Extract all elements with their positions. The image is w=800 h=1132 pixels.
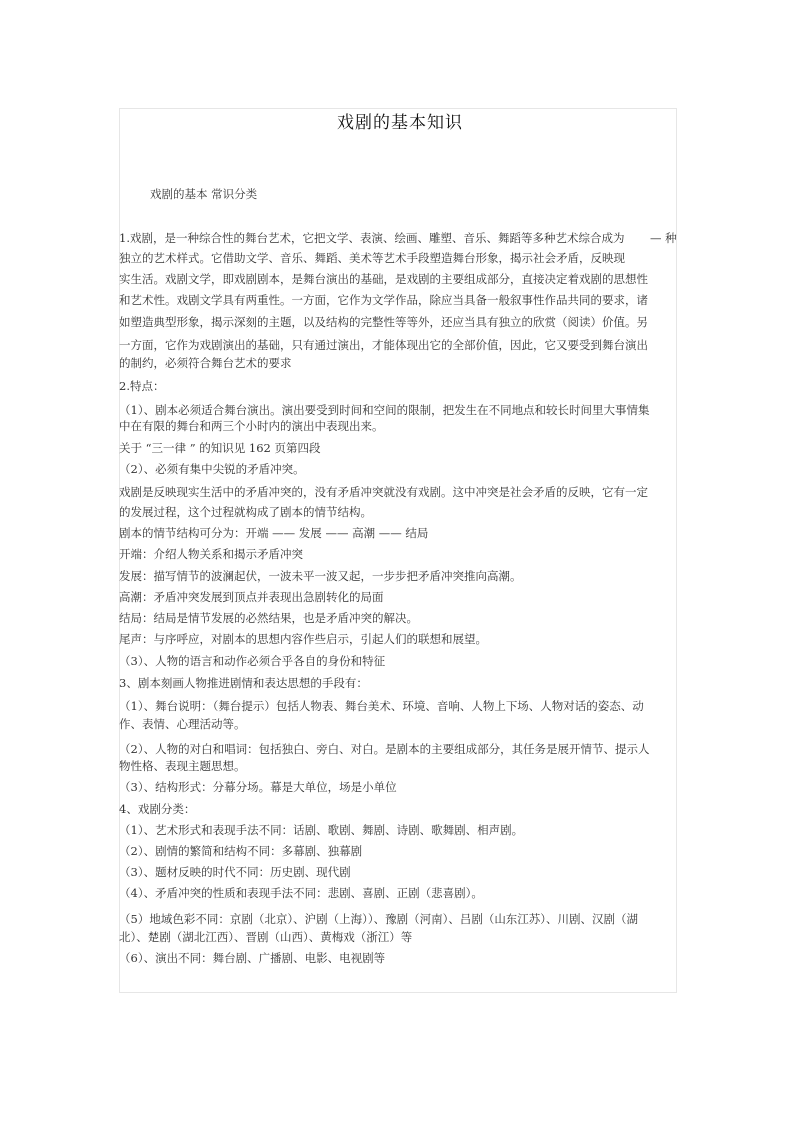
- section-heading: 4、戏剧分类：: [119, 802, 196, 816]
- paragraph-line: 一方面，它作为戏剧演出的基础，只有通过演出，才能体现出它的全部价值，因此，它又要受到舞台演出: [119, 338, 648, 352]
- paragraph-line: 高潮：矛盾冲突发展到顶点并表现出急剧转化的局面: [119, 590, 384, 604]
- paragraph-line: 和艺术性。戏剧文学具有两重性。一方面，它作为文学作品，除应当具备一般叙事性作品共同的要求，诸: [119, 293, 648, 307]
- paragraph-line: 戏剧是反映现实生活中的矛盾冲突的，没有矛盾冲突就没有戏剧。这中冲突是社会矛盾的反映，它有一定: [119, 485, 648, 499]
- paragraph-line: （2）、人物的对白和唱词：包括独白、旁白、对白。是剧本的主要组成部分，其任务是展开情节、提示人: [119, 742, 650, 756]
- paragraph-line: （2）、必须有集中尖锐的矛盾冲突。: [119, 462, 305, 476]
- paragraph-line: （5）地域色彩不同：京剧（北京）、沪剧（上海））、豫剧（河南）、吕剧（山东江苏）、川剧、汉剧（湖: [119, 912, 639, 926]
- paragraph-line: 的发展过程，这个过程就构成了剧本的情节结构。: [119, 505, 372, 519]
- paragraph-line: （3）、结构形式：分幕分场。幕是大单位，场是小单位: [119, 780, 397, 794]
- paragraph-line: （1）、舞台说明：（舞台提示）包括人物表、舞台美术、环境、音响、人物上下场、人物对话的姿态、动: [119, 699, 644, 713]
- paragraph-line: 关于 “三一律 ” 的知识见 162 页第四段: [119, 441, 321, 455]
- paragraph-line: 北）、楚剧（湖北江西）、晋剧（山西）、黄梅戏（浙江）等: [119, 930, 413, 944]
- subtitle: 戏剧的基本 常识分类: [150, 187, 258, 201]
- section-heading: 3、剧本刻画人物推进剧情和表达思想的手段有：: [119, 676, 368, 690]
- paragraph-line: 尾声：与序呼应，对剧本的思想内容作些启示，引起人们的联想和展望。: [119, 632, 487, 646]
- paragraph-line: （1）、艺术形式和表现手法不同：话剧、歌剧、舞剧、诗剧、歌舞剧、相声剧。: [119, 823, 524, 837]
- paragraph-line: 发展：描写情节的波澜起伏，一波未平一波又起，一步步把矛盾冲突推向高潮。: [119, 569, 522, 583]
- paragraph-line: （3）、题材反映的时代不同：历史剧、现代剧: [119, 865, 351, 879]
- paragraph-line: 剧本的情节结构可分为：开端 —— 发展 —— 高潮 —— 结局: [119, 526, 429, 540]
- paragraph-line: 开端：介绍人物关系和揭示矛盾冲突: [119, 547, 303, 561]
- paragraph-line: （2）、剧情的繁简和结构不同：多幕剧、独幕剧: [119, 844, 363, 858]
- section-heading: 2.特点：: [119, 379, 165, 393]
- paragraph-line: （3）、人物的语言和动作必须合乎各自的身份和特征: [119, 654, 386, 668]
- paragraph-line: 结局：结局是情节发展的必然结果，也是矛盾冲突的解决。: [119, 611, 418, 625]
- paragraph-line: — 种: [650, 231, 677, 245]
- page-title: 戏剧的基本知识: [337, 113, 463, 133]
- paragraph-line: 独立的艺术样式。它借助文学、音乐、舞蹈、美术等艺术手段塑造舞台形象，揭示社会矛盾，反映现: [119, 251, 625, 265]
- paragraph-line: （4）、矛盾冲突的性质和表现手法不同：悲剧、喜剧、正剧（悲喜剧）。: [119, 886, 483, 900]
- paragraph-line: 中在有限的舞台和两三个小时内的演出中表现出来。: [119, 419, 384, 433]
- paragraph-line: 1.戏剧，是一种综合性的舞台艺术，它把文学、表演、绘画、雕塑、音乐、舞蹈等多种艺术综合成为: [119, 231, 625, 245]
- paragraph-line: （6）、演出不同：舞台剧、广播剧、电影、电视剧等: [119, 951, 386, 965]
- paragraph-line: 实生活。戏剧文学，即戏剧剧本，是舞台演出的基础，是戏剧的主要组成部分，直接决定着戏剧的思想性: [119, 272, 648, 286]
- paragraph-line: 物性格、表现主题思想。: [119, 759, 246, 773]
- paragraph-line: 如塑造典型形象，揭示深刻的主题，以及结构的完整性等等外，还应当具有独立的欣赏（阅读）价值。另: [119, 315, 648, 329]
- paragraph-line: 作、表情、心理活动等。: [119, 717, 246, 731]
- paragraph-line: （1）、剧本必须适合舞台演出。演出要受到时间和空间的限制，把发生在不同地点和较长时间里大事情集: [119, 403, 650, 417]
- paragraph-line: 的制约，必须符合舞台艺术的要求: [119, 356, 292, 370]
